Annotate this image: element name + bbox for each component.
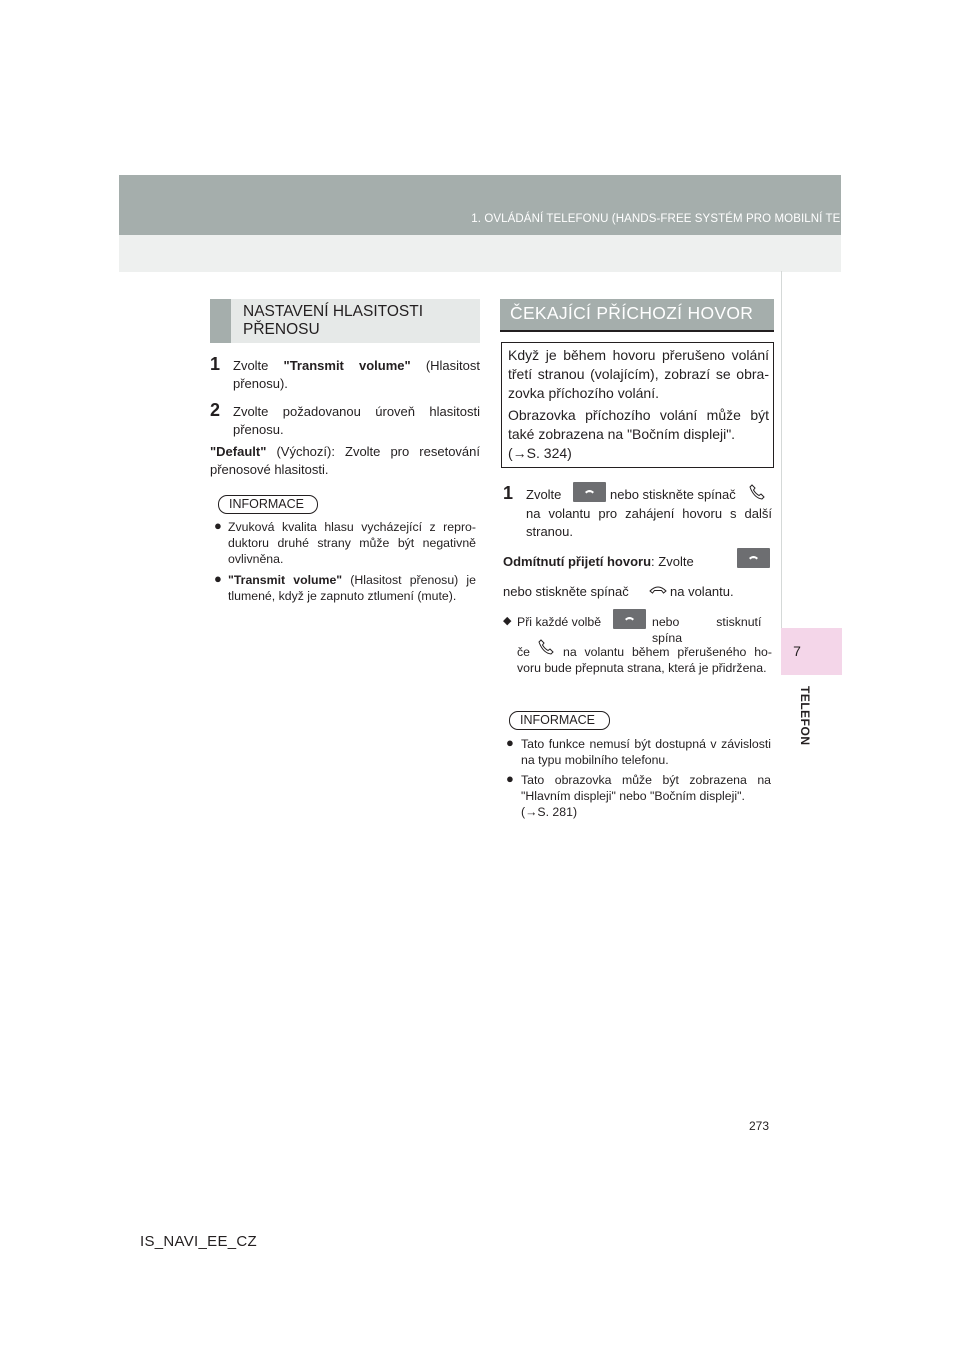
bullet-dot: ● [506, 771, 514, 786]
section-heading-volume [210, 299, 480, 343]
section-title-volume [243, 303, 423, 339]
heading-line1: NASTAVENÍ HLASITOSTI [243, 303, 424, 320]
header-subband [119, 235, 841, 272]
default-text: "Default" (Výchozí): Zvolte pro resetování přenosové hlasitosti. [210, 444, 480, 477]
reject-text-b: nebo stiskněte spínač [503, 584, 629, 599]
step1-text-b: nebo stiskněte spínač [610, 487, 736, 502]
bullet-text-b: nebo stisknutí spína [652, 615, 762, 645]
heading-bar [210, 299, 231, 343]
side-tab-label: TELEFON [798, 686, 812, 746]
step2-text: Zvolte požadovanou úroveň hlasitosti přenosu. [233, 404, 480, 437]
side-tab-rule [781, 271, 782, 628]
side-tab-number: 7 [793, 643, 801, 659]
phone-switch-icon [748, 483, 766, 506]
header-band [119, 175, 841, 235]
step-number: 1 [210, 354, 221, 374]
bullet-text-d: na volantu během přerušeného hovoru bude přepnuta strana, která je přidržena. [517, 645, 772, 675]
step-number: 2 [210, 400, 221, 420]
note-text: Obrazovka příchozího volání může být také zobrazena na "Bočním displeji". (→S. 324) [508, 407, 769, 461]
reject-text-c: na volantu. [670, 584, 734, 599]
chapter-title: 1. OVLÁDÁNÍ TELEFONU (HANDS-FREE SYSTÉM PRO MOBILNÍ TELEFONY) [471, 213, 891, 225]
bullet-dot: ● [214, 571, 222, 586]
hangup-switch-icon [648, 582, 668, 600]
note-text: Když je během hovoru přerušeno volání třetí stranou (volajícím), zobrazí se obrazovka příchozího volání. [508, 347, 769, 401]
step1-text: Zvolte "Transmit volume" (Hlasitost přenosu). [233, 358, 480, 391]
handset-button-icon [613, 609, 646, 629]
info-item: Zvuková kvalita hlasu vycházející z reproduktoru druhé strany může být negativně ovlivněna. [228, 520, 476, 566]
heading-line2: PŘENOSU [243, 321, 320, 338]
document-code: IS_NAVI_EE_CZ [140, 1233, 258, 1250]
step1-text-a: Zvolte [526, 487, 562, 502]
bullet-dot: ● [214, 518, 222, 533]
info-item: "Transmit volume" (Hlasitost přenosu) je tlumené, když je zapnuto ztlumení (mute). [228, 573, 476, 603]
handset-button-icon [737, 548, 770, 568]
reject-text-a: Odmítnutí přijetí hovoru: Zvolte [503, 554, 694, 569]
info-label: INFORMACE [218, 495, 318, 514]
info-item: Tato funkce nemusí být dostupná v závislosti na typu mobilního telefonu. [521, 737, 771, 767]
handset-button-icon [573, 482, 606, 502]
page-number: 273 [749, 1119, 770, 1133]
section-heading-waiting-call [500, 299, 774, 332]
bullet-text-c: če [517, 645, 530, 659]
bullet-diamond: ◆ [503, 615, 512, 627]
section-title-waiting: ČEKAJÍCÍ PŘÍCHOZÍ HOVOR [510, 303, 754, 323]
step-number: 1 [503, 483, 514, 503]
step1-text-c: na volantu pro zahájení hovoru s další stranou. [526, 506, 772, 539]
info-item: Tato obrazovka může být zobrazena na "Hlavním displeji" nebo "Bočním displeji". (→S. 281) [521, 773, 771, 819]
bullet-dot: ● [506, 735, 514, 750]
info-label: INFORMACE [509, 711, 610, 730]
bullet-text-a: Při každé volbě [517, 615, 602, 629]
